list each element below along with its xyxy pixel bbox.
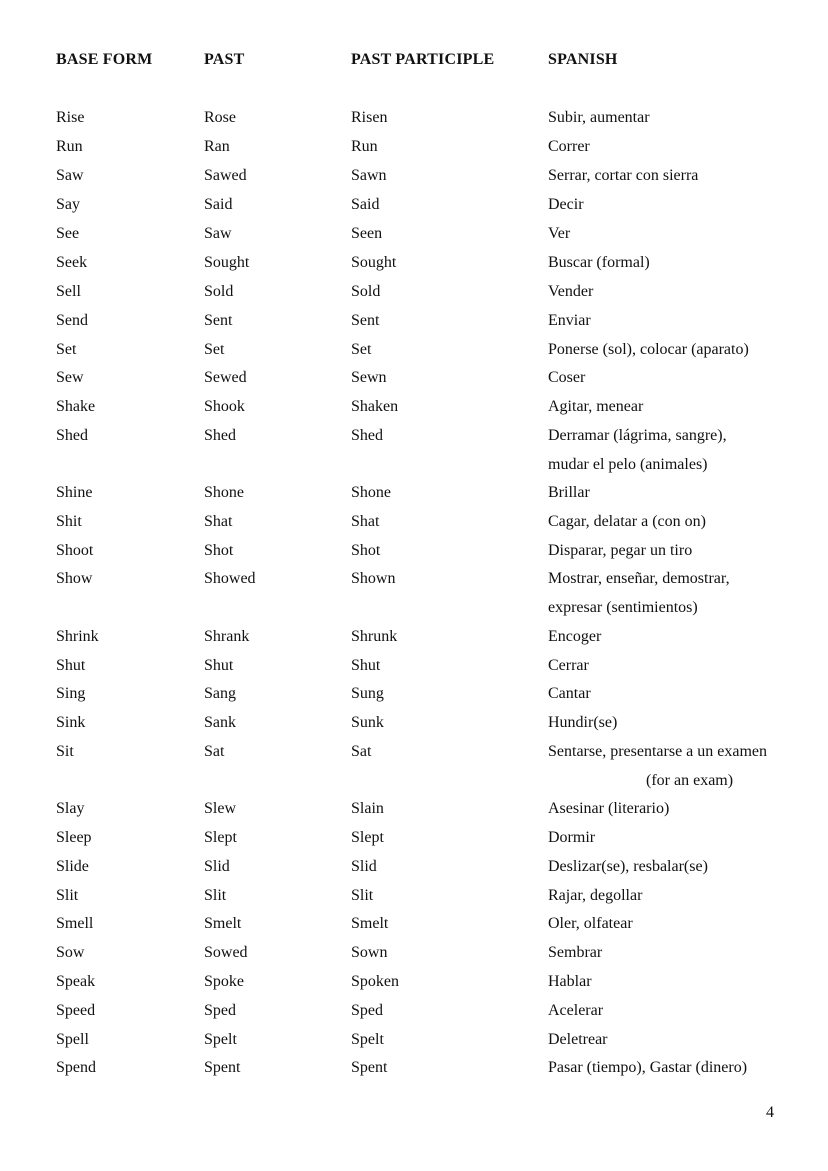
past-participle-cell: Shaken: [351, 398, 399, 415]
past-cell: Showed: [204, 570, 256, 587]
spanish-cell: Mostrar, enseñar, demostrar,: [548, 570, 730, 587]
past-participle-cell: Said: [351, 196, 380, 213]
past-cell: Said: [204, 196, 233, 213]
base-form-cell: Sew: [56, 369, 84, 386]
past-participle-cell: Spent: [351, 1059, 388, 1076]
table-row: [0, 512, 828, 541]
table-row: [0, 137, 828, 166]
past-participle-cell: Slit: [351, 887, 374, 904]
table-row: [0, 311, 828, 340]
base-form-cell: Seek: [56, 254, 88, 271]
past-cell: Slit: [204, 887, 227, 904]
table-row: [0, 857, 828, 886]
base-form-cell: Speed: [56, 1002, 96, 1019]
table-row: [0, 569, 828, 598]
spanish-cell: Acelerar: [548, 1002, 604, 1019]
base-form-cell: Saw: [56, 167, 84, 184]
spanish-cell: Ver: [548, 225, 571, 242]
past-participle-cell: Slid: [351, 858, 377, 875]
table-row: [0, 195, 828, 224]
past-cell: Saw: [204, 225, 232, 242]
table-row: [0, 742, 828, 771]
past-cell: Sought: [204, 254, 250, 271]
past-participle-cell: Sat: [351, 743, 372, 760]
spanish-cell: Serrar, cortar con sierra: [548, 167, 699, 184]
spanish-cell: Pasar (tiempo), Gastar (dinero): [548, 1059, 748, 1076]
table-row: [0, 224, 828, 253]
spanish-cell: Correr: [548, 138, 590, 155]
spanish-cell: Cagar, delatar a (con on): [548, 513, 706, 530]
table-row: [0, 541, 828, 570]
spanish-cell: Deslizar(se), resbalar(se): [548, 858, 708, 875]
base-form-cell: Shrink: [56, 628, 99, 645]
base-form-cell: Sit: [56, 743, 74, 760]
past-participle-cell: Slept: [351, 829, 384, 846]
past-participle-cell: Spelt: [351, 1031, 384, 1048]
spanish-cell: Encoger: [548, 628, 602, 645]
base-form-cell: Slit: [56, 887, 79, 904]
table-row: [0, 656, 828, 685]
spanish-cell: Sentarse, presentarse a un examen: [548, 743, 768, 760]
past-cell: Sent: [204, 312, 233, 329]
table-row: [0, 483, 828, 512]
base-form-cell: See: [56, 225, 80, 242]
past-cell: Ran: [204, 138, 230, 155]
table-row: [0, 1030, 828, 1059]
page-number: 4: [766, 1104, 774, 1121]
spanish-cell: Cantar: [548, 685, 591, 702]
spanish-cell: Derramar (lágrima, sangre),: [548, 427, 727, 444]
past-participle-cell: Risen: [351, 109, 388, 126]
table-row: [0, 943, 828, 972]
header-base-form: BASE FORM: [56, 51, 153, 68]
table-row: [0, 253, 828, 282]
past-participle-cell: Sawn: [351, 167, 387, 184]
past-cell: Shat: [204, 513, 233, 530]
spanish-cell: Enviar: [548, 312, 591, 329]
table-row: [0, 684, 828, 713]
past-cell: Sang: [204, 685, 236, 702]
header-spanish: SPANISH: [548, 51, 618, 68]
spanish-cell: Dormir: [548, 829, 596, 846]
past-cell: Sowed: [204, 944, 248, 961]
past-cell: Spoke: [204, 973, 244, 990]
spanish-cell: Disparar, pegar un tiro: [548, 542, 693, 559]
spanish-cell: Buscar (formal): [548, 254, 650, 271]
base-form-cell: Shoot: [56, 542, 94, 559]
base-form-cell: Say: [56, 196, 80, 213]
base-form-cell: Show: [56, 570, 93, 587]
base-form-cell: Sell: [56, 283, 81, 300]
base-form-cell: Send: [56, 312, 88, 329]
past-cell: Spent: [204, 1059, 241, 1076]
past-cell: Sold: [204, 283, 234, 300]
past-participle-cell: Sped: [351, 1002, 383, 1019]
base-form-cell: Sleep: [56, 829, 92, 846]
table-row: [0, 1058, 828, 1087]
base-form-cell: Sing: [56, 685, 86, 702]
spanish-cell: Decir: [548, 196, 584, 213]
spanish-cell: Deletrear: [548, 1031, 608, 1048]
past-cell: Set: [204, 341, 225, 358]
past-cell: Shone: [204, 484, 244, 501]
spanish-cell-continuation: (for an exam): [646, 772, 734, 789]
past-participle-cell: Spoken: [351, 973, 399, 990]
past-cell: Sawed: [204, 167, 247, 184]
spanish-cell: Hundir(se): [548, 714, 618, 731]
past-cell: Shook: [204, 398, 245, 415]
table-row: [0, 166, 828, 195]
past-participle-cell: Shown: [351, 570, 396, 587]
past-cell: Sped: [204, 1002, 236, 1019]
table-row: [0, 368, 828, 397]
table-row: [0, 108, 828, 137]
past-participle-cell: Sold: [351, 283, 381, 300]
table-row: [0, 340, 828, 369]
spanish-cell: Sembrar: [548, 944, 603, 961]
past-participle-cell: Smelt: [351, 915, 389, 932]
base-form-cell: Spend: [56, 1059, 96, 1076]
past-participle-cell: Run: [351, 138, 378, 155]
past-participle-cell: Shone: [351, 484, 391, 501]
base-form-cell: Slide: [56, 858, 89, 875]
table-row: [0, 972, 828, 1001]
spanish-cell: Ponerse (sol), colocar (aparato): [548, 341, 749, 358]
base-form-cell: Sow: [56, 944, 85, 961]
past-participle-cell: Sought: [351, 254, 397, 271]
spanish-cell: Vender: [548, 283, 594, 300]
past-cell: Rose: [204, 109, 236, 126]
past-participle-cell: Sunk: [351, 714, 384, 731]
past-cell: Slid: [204, 858, 230, 875]
header-past: PAST: [204, 51, 245, 68]
table-row-continuation: [0, 771, 828, 800]
base-form-cell: Shed: [56, 427, 88, 444]
spanish-cell: Rajar, degollar: [548, 887, 643, 904]
past-cell: Shot: [204, 542, 234, 559]
past-cell: Slew: [204, 800, 236, 817]
spanish-cell: Cerrar: [548, 657, 589, 674]
table-row: [0, 397, 828, 426]
table-row: [0, 627, 828, 656]
base-form-cell: Rise: [56, 109, 85, 126]
past-participle-cell: Sung: [351, 685, 384, 702]
spanish-cell: Agitar, menear: [548, 398, 644, 415]
past-participle-cell: Shot: [351, 542, 381, 559]
past-cell: Spelt: [204, 1031, 237, 1048]
table-row-continuation: [0, 598, 828, 627]
base-form-cell: Run: [56, 138, 83, 155]
past-participle-cell: Seen: [351, 225, 383, 242]
spanish-cell: Hablar: [548, 973, 592, 990]
table-row: [0, 282, 828, 311]
base-form-cell: Shake: [56, 398, 96, 415]
past-participle-cell: Sent: [351, 312, 380, 329]
past-cell: Sank: [204, 714, 236, 731]
past-participle-cell: Shat: [351, 513, 380, 530]
table-row: [0, 426, 828, 455]
past-participle-cell: Set: [351, 341, 372, 358]
table-row: [0, 886, 828, 915]
past-cell: Smelt: [204, 915, 242, 932]
past-cell: Shrank: [204, 628, 250, 645]
past-cell: Shut: [204, 657, 234, 674]
header-past-participle: PAST PARTICIPLE: [351, 51, 495, 68]
spanish-cell-continuation: expresar (sentimientos): [548, 599, 698, 616]
spanish-cell: Asesinar (literario): [548, 800, 670, 817]
past-participle-cell: Shed: [351, 427, 383, 444]
past-participle-cell: Slain: [351, 800, 384, 817]
base-form-cell: Shut: [56, 657, 86, 674]
past-participle-cell: Sewn: [351, 369, 387, 386]
spanish-cell-continuation: mudar el pelo (animales): [548, 456, 708, 473]
past-cell: Sewed: [204, 369, 247, 386]
base-form-cell: Shine: [56, 484, 93, 501]
table-row: [0, 799, 828, 828]
spanish-cell: Brillar: [548, 484, 590, 501]
table-row: [0, 828, 828, 857]
base-form-cell: Shit: [56, 513, 82, 530]
table-row-continuation: [0, 455, 828, 484]
spanish-cell: Coser: [548, 369, 586, 386]
table-row: [0, 914, 828, 943]
base-form-cell: Set: [56, 341, 77, 358]
past-cell: Sat: [204, 743, 225, 760]
base-form-cell: Sink: [56, 714, 86, 731]
past-participle-cell: Shut: [351, 657, 381, 674]
base-form-cell: Speak: [56, 973, 96, 990]
past-participle-cell: Shrunk: [351, 628, 398, 645]
past-cell: Slept: [204, 829, 237, 846]
table-row: [0, 1001, 828, 1030]
base-form-cell: Slay: [56, 800, 85, 817]
table-row: [0, 713, 828, 742]
base-form-cell: Smell: [56, 915, 94, 932]
past-cell: Shed: [204, 427, 236, 444]
spanish-cell: Oler, olfatear: [548, 915, 633, 932]
base-form-cell: Spell: [56, 1031, 89, 1048]
past-participle-cell: Sown: [351, 944, 388, 961]
table-header: [0, 50, 828, 79]
spanish-cell: Subir, aumentar: [548, 109, 650, 126]
